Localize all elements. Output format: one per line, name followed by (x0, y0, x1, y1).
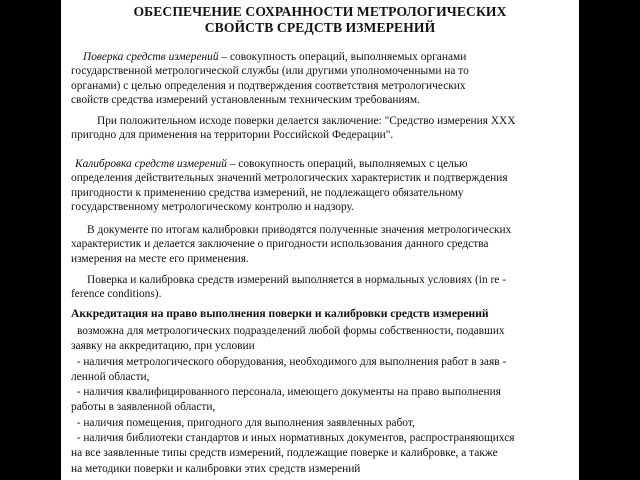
calibration-result-paragraph (71, 223, 511, 266)
accreditation-heading: Аккредитация на право выполнения поверки и калибровки средств измерений (71, 307, 489, 320)
verification-result-paragraph (71, 114, 516, 143)
calibration-paragraph (71, 157, 508, 215)
accreditation-line: на методики поверки и калибровки этих средств измерений (71, 462, 361, 475)
accreditation-line: заявку на аккредитацию, при условии (71, 340, 255, 353)
accreditation-list-item: - наличия библиотеки стандартов и иных нормативных документов, распространяющихся (71, 432, 515, 445)
calibration-line-2: определения действительных значений метрологических характеристик и подтверждения (71, 172, 508, 185)
verification-line-3: органами) с целью определения и подтверждения соответствия метрологических (71, 79, 466, 92)
verification-line-1: – совокупность операций, выполняемых органами (218, 51, 467, 63)
normal-conditions-paragraph (71, 273, 506, 302)
accreditation-body (71, 324, 515, 477)
verification-line-4: свойств средства измерений установленным техническим требованиям. (71, 94, 420, 107)
accreditation-list-item: - наличия метрологического оборудования, необходимого для выполнения работ в заяв - (71, 355, 507, 368)
verification-result-line-1: При положительном исходе поверки делается заключение: "Средство измерения ХХХ (97, 115, 516, 127)
calibration-line-3: пригодности к применению средства измерений, не подлежащего обязательному (71, 186, 464, 199)
normal-conditions-line-2: ference conditions). (71, 288, 162, 301)
page-title (61, 4, 579, 35)
verification-paragraph (71, 50, 469, 108)
accreditation-line: работы в заявленной области, (71, 401, 216, 414)
calibration-line-1: – совокупность операций, выполняемых с целью (226, 158, 468, 170)
accreditation-line: ленной области, (71, 370, 150, 383)
calibration-result-line-1: В документе по итогам калибровки приводятся полученные значения метрологических (87, 224, 512, 236)
accreditation-line: возможна для метрологических подразделений любой формы собственности, подавших (77, 325, 505, 337)
accreditation-line: на все заявленные типы средств измерений, подлежащие поверке и калибровке, а также (71, 447, 498, 460)
calibration-line-4: государственному метрологическому контролю и надзору. (71, 201, 354, 214)
calibration-result-line-3: измерения на месте его применения. (71, 252, 249, 265)
document-page (61, 0, 579, 480)
verification-result-line-2: пригодно для применения на территории Российской Федерации". (71, 129, 394, 142)
accreditation-list-item: - наличия квалифицированного персонала, имеющего документы на право выполнения (71, 386, 501, 399)
verification-term: Поверка средств измерений (83, 51, 219, 63)
accreditation-list-item: - наличия помещения, пригодного для выполнения заявленных работ, (71, 416, 415, 429)
verification-line-2: государственной метрологической службы (или другими уполномоченными на то (71, 65, 469, 78)
calibration-result-line-2: характеристик и делается заключение о пригодности использования данного средства (71, 238, 489, 251)
calibration-term: Калибровка средств измерений (75, 158, 227, 170)
title-line-1: ОБЕСПЕЧЕНИЕ СОХРАННОСТИ МЕТРОЛОГИЧЕСКИХ (133, 4, 507, 19)
normal-conditions-line-1: Поверка и калибровка средств измерений выполняется в нормальных условиях (in re - (87, 274, 506, 286)
title-line-2: СВОЙСТВ СРЕДСТВ ИЗМЕРЕНИЙ (204, 19, 436, 35)
